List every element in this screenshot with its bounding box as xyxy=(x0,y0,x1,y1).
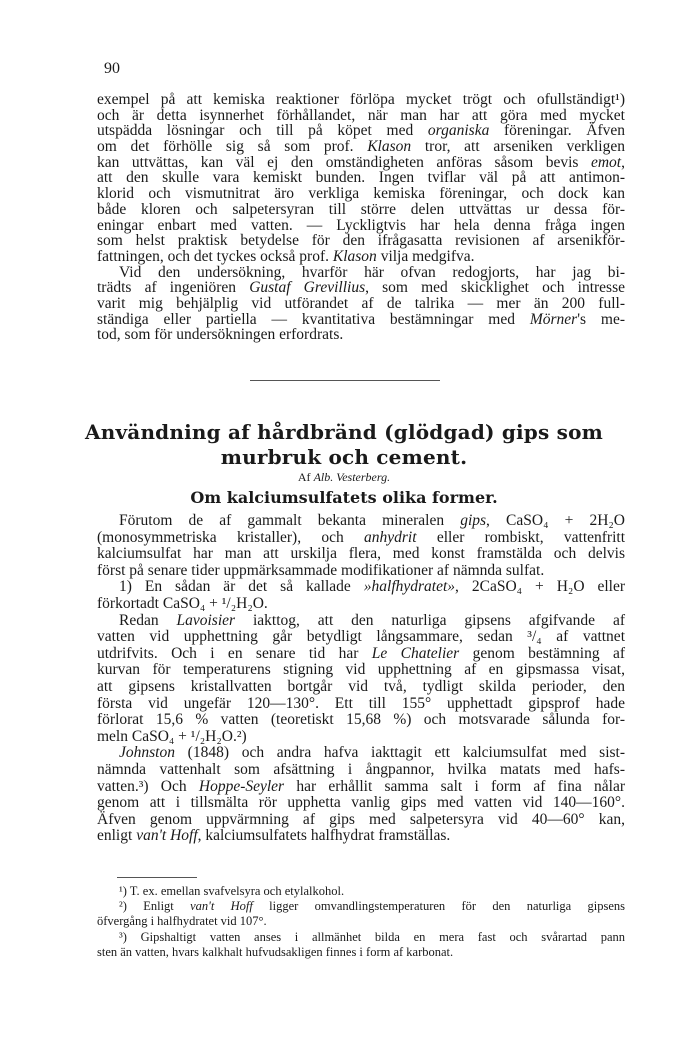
text-segment: ²) Enligt xyxy=(119,899,191,914)
text-segment: kalciumsulfat har man att urskilja flera, med konst framstälda och delvis xyxy=(97,545,625,563)
text-segment: och är detta isynnerhet förhållandet, när man har att göra med mycket xyxy=(97,106,625,124)
text-line xyxy=(97,296,625,312)
emphasized-text: »halfhydratet» xyxy=(363,578,456,596)
text-segment: att gipsens kristallvatten bortgår vid två, tydligt skilda perioder, den xyxy=(97,677,625,695)
paragraph xyxy=(97,745,625,845)
paragraph xyxy=(97,884,625,899)
page-number: 90 xyxy=(104,60,120,77)
footnotes xyxy=(97,884,625,960)
text-segment: Äfven genom uppvärmning af gips med salpetersyra vid 40—60° kan, xyxy=(97,810,625,828)
text-line xyxy=(97,186,625,202)
text-segment: både kloren och salpetersyran till större delen uttvättas ur dessa för- xyxy=(97,200,625,218)
text-line xyxy=(97,280,625,296)
paragraph xyxy=(97,899,625,929)
text-segment: exempel på att kemiska reaktioner förlöpa mycket trögt och ofullständigt¹) xyxy=(97,91,625,108)
text-line xyxy=(97,563,625,580)
byline-prefix: Af xyxy=(297,470,314,484)
article-title xyxy=(80,420,608,470)
text-line xyxy=(97,884,625,899)
text-segment: ständiga eller partiella — kvantitativa bestämningar med xyxy=(97,310,530,328)
emphasized-text: Le Chatelier xyxy=(371,644,460,662)
text-segment: öfvergång i halfhydratet vid 107°. xyxy=(97,914,267,929)
text-line xyxy=(97,945,625,960)
article-title-line-1: Användning af hårdbränd (glödgad) gips som xyxy=(85,420,603,444)
text-segment: Förutom de af gammalt bekanta mineralen xyxy=(119,512,461,529)
paragraph xyxy=(97,579,625,612)
emphasized-text: Lavoisier xyxy=(176,611,236,629)
text-segment: sten än vatten, hvars kalkhalt hufvudsakligen finnes i form af karbonat. xyxy=(97,944,454,959)
emphasized-text: anhydrit xyxy=(364,528,417,546)
text-segment: (monosymmetriska kristaller), och xyxy=(97,528,365,546)
text-line xyxy=(97,646,625,663)
text-line xyxy=(97,202,625,218)
text-line xyxy=(97,579,625,596)
section-subtitle: Om kalciumsulfatets olika former. xyxy=(190,488,498,507)
text-line xyxy=(97,530,625,547)
text-segment: 1) En sådan är det så kallade xyxy=(119,578,364,596)
text-segment: , CaSO₄ + 2H₂O xyxy=(486,512,626,529)
text-line xyxy=(97,712,625,729)
text-line xyxy=(97,679,625,696)
text-line xyxy=(97,108,625,124)
text-line xyxy=(97,662,625,679)
text-segment: fattningen, och det tyckes också prof. xyxy=(97,247,333,265)
emphasized-text: Mörner xyxy=(529,310,578,328)
section-divider xyxy=(250,380,440,381)
text-segment: tror, att arseniken verkligen xyxy=(411,138,625,156)
text-segment: genom att i tillsmälta rör upphetta vanlig gips med vatten vid 140—160°. xyxy=(97,794,625,812)
emphasized-text: Gustaf Grevillius xyxy=(249,279,366,297)
paragraph xyxy=(97,930,625,960)
text-segment: har erhållit samma salt i form af fina nålar xyxy=(284,777,625,795)
text-segment: (1848) och andra hafva iakttagit ett kalciumsulfat med sist- xyxy=(174,744,625,762)
text-segment: först på senare tider uppmärksammade modifikationer af nämnda sulfat. xyxy=(97,561,545,579)
text-segment: eningar enbart med vatten. — Lyckligtvis har hela denna fråga ingen xyxy=(97,216,625,234)
text-segment: ³) Gipshaltigt vatten anses i allmänhet bilda en mera fast och svårartad pann xyxy=(119,929,625,944)
text-segment: utdrifvits. Och i en senare tid har xyxy=(97,644,372,662)
text-line xyxy=(97,123,625,139)
text-line xyxy=(97,596,625,613)
emphasized-text: van't Hoff xyxy=(190,899,253,914)
text-line xyxy=(97,139,625,155)
text-segment: föreningar. Äfven xyxy=(489,122,626,140)
text-segment: första vid ungefär 120—130°. Ett till 155° upphettadt gipsprof hade xyxy=(97,694,625,712)
text-segment: ¹) T. ex. emellan svafvelsyra och etylalkohol. xyxy=(119,884,345,898)
text-segment: förkortadt CaSO₄ + ¹/₂H₂O. xyxy=(97,594,268,612)
emphasized-text: organiska xyxy=(427,122,490,140)
emphasized-text: Hoppe-Seyler xyxy=(198,777,285,795)
text-segment: Redan xyxy=(119,611,177,629)
text-segment: enligt xyxy=(97,827,137,845)
text-line xyxy=(97,729,625,746)
text-segment: Vid den undersökning, hvarför här ofvan redogjorts, har jag bi- xyxy=(119,263,625,281)
emphasized-text: emot xyxy=(590,153,622,171)
text-line xyxy=(97,696,625,713)
text-line xyxy=(97,233,625,249)
text-line xyxy=(97,899,625,914)
emphasized-text: gips xyxy=(460,512,487,529)
text-segment: klorid och vismutnitrat äro verkliga kemiska föreningar, och dock kan xyxy=(97,185,625,203)
text-line xyxy=(97,629,625,646)
byline xyxy=(80,470,608,485)
text-line xyxy=(97,155,625,171)
article-title-line-2: murbruk och cement. xyxy=(220,445,468,469)
text-segment: som helst praktisk betydelse för den ifrågasatta revisionen af arsenikför- xyxy=(97,232,625,250)
text-segment: , som med skicklighet och intresse xyxy=(365,279,625,297)
text-line xyxy=(97,218,625,234)
text-segment: utspädda lösningar och till på köpet med xyxy=(97,122,428,140)
text-segment: , 2CaSO₄ + H₂O eller xyxy=(455,578,625,596)
emphasized-text: Klason xyxy=(367,138,412,156)
paragraph xyxy=(97,513,625,579)
text-segment: om det förhölle sig så som prof. xyxy=(97,138,368,156)
text-segment: , xyxy=(621,153,625,171)
text-segment: vatten.³) Och xyxy=(97,777,199,795)
emphasized-text: Klason xyxy=(332,247,377,265)
text-segment: att den skulle vara kemiskt bunden. Ingen tviflar väl på att antimon- xyxy=(97,169,625,187)
continued-text xyxy=(97,92,625,343)
text-segment: eller rombiskt, vattenfritt xyxy=(416,528,626,546)
text-segment: nämnda vattenhalt som afsättning i ångpannor, hvilka matats med hafs- xyxy=(97,760,625,778)
text-segment: vatten vid upphettning går betydligt långsammare, sedan ³/₄ af vattnet xyxy=(97,628,625,646)
text-line xyxy=(97,249,625,265)
text-segment: kan uttvättas, kan väl ej den omständigheten anföras såsom bevis xyxy=(97,153,591,171)
text-line xyxy=(97,613,625,630)
text-line xyxy=(97,513,625,530)
paragraph xyxy=(97,92,625,265)
text-line xyxy=(97,170,625,186)
text-segment: vilja medgifva. xyxy=(376,247,475,265)
text-segment: 's me- xyxy=(577,310,625,328)
article-body xyxy=(97,513,625,845)
text-line xyxy=(97,546,625,563)
text-line xyxy=(97,812,625,829)
text-segment: iakttog, att den naturliga gipsens afgifvande af xyxy=(235,611,625,629)
text-segment: , kalciumsulfatets halfhydrat framställas. xyxy=(197,827,451,845)
text-line xyxy=(97,930,625,945)
text-segment: trädts af ingeniören xyxy=(97,279,250,297)
text-line xyxy=(97,914,625,929)
author: Alb. Vesterberg. xyxy=(313,470,391,484)
text-line xyxy=(97,312,625,328)
text-line xyxy=(97,795,625,812)
paragraph xyxy=(97,613,625,746)
emphasized-text: Johnston xyxy=(119,744,175,762)
emphasized-text: van't Hoff xyxy=(136,827,198,845)
text-line xyxy=(97,762,625,779)
text-line xyxy=(97,828,625,845)
text-segment: meln CaSO₄ + ¹/₂H₂O.²) xyxy=(97,727,247,745)
text-segment: ligger omvandlingstemperaturen för den naturliga gipsens xyxy=(252,899,626,914)
text-segment: varit mig behjälplig vid utförandet af de talrika — mer än 200 full- xyxy=(97,294,625,312)
footnote-divider xyxy=(117,877,197,878)
text-segment: kurvan för temperaturens stigning vid upphettning af en gipsmassa visat, xyxy=(97,661,625,679)
text-line xyxy=(97,92,625,108)
paragraph xyxy=(97,265,625,343)
text-line xyxy=(97,265,625,281)
text-line xyxy=(97,327,625,343)
text-line xyxy=(97,745,625,762)
text-segment: tod, som för undersökningen erfordrats. xyxy=(97,326,344,344)
text-segment: genom bestämning af xyxy=(459,644,625,662)
text-segment: förlorat 15,6 % vatten (teoretiskt 15,68 %) och motsvarade sålunda for- xyxy=(97,711,625,729)
text-line xyxy=(97,779,625,796)
